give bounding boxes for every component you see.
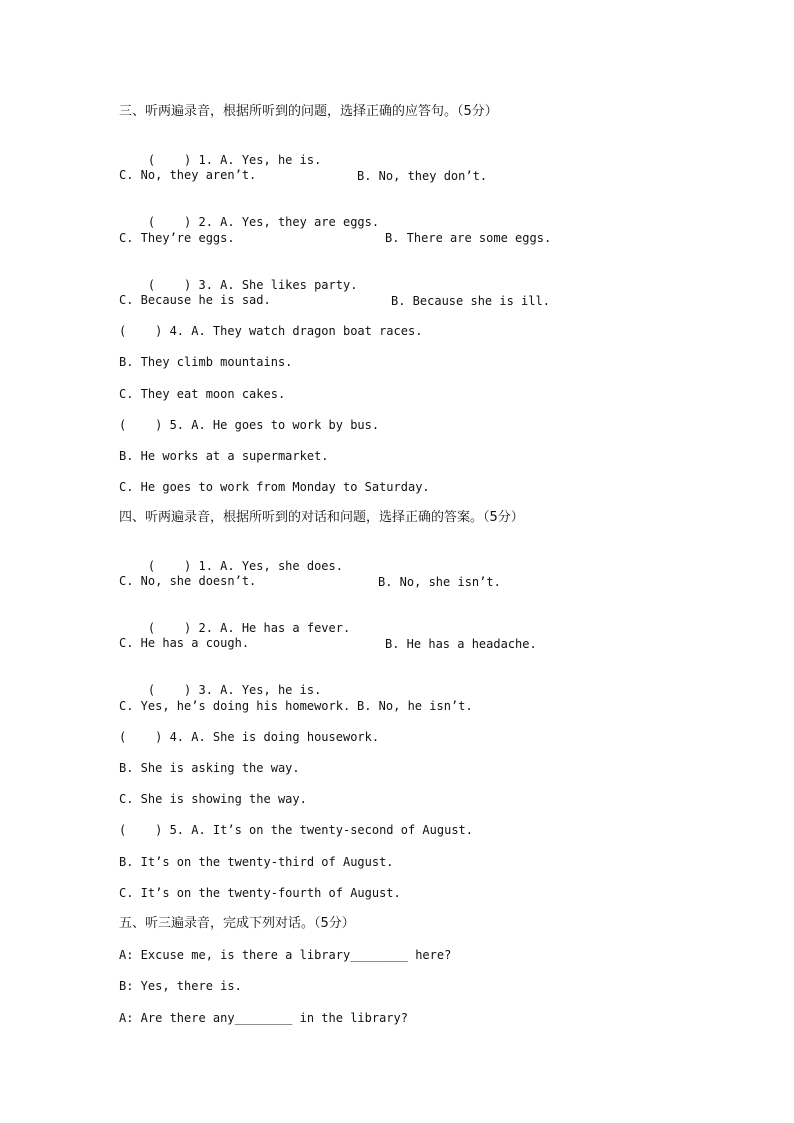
s3-q2-option-b: B. There are some eggs. bbox=[385, 231, 552, 245]
s4-q4-option-c: C. She is showing the way. bbox=[119, 792, 307, 806]
s4-q2-option-c: C. He has a cough. bbox=[119, 636, 250, 650]
s4-q1-option-c: C. No, she doesn’t. bbox=[119, 574, 257, 588]
s4-q1-option-b: B. No, she isn’t. bbox=[378, 575, 501, 589]
s4-q5-option-b: B. It’s on the twenty-third of August. bbox=[119, 855, 394, 869]
s3-q1-option-c: C. No, they aren’t. bbox=[119, 168, 257, 182]
s3-q1-option-b: B. No, they don’t. bbox=[357, 169, 488, 183]
s3-q2-prefix: ( ) 2. A. Yes, they are eggs. bbox=[147, 215, 380, 229]
dialogue-line-3: A: Are there any________ in the library? bbox=[119, 1011, 408, 1025]
s4-q1-prefix: ( ) 1. A. Yes, she does. bbox=[147, 559, 343, 573]
section-4-heading: 四、听两遍录音，根据所听到的对话和问题，选择正确的答案。（5分） bbox=[119, 510, 524, 525]
dialogue-line-1: A: Excuse me, is there a library________ here? bbox=[119, 948, 452, 962]
s3-q2-option-c: C. They’re eggs. bbox=[119, 231, 235, 245]
s3-q3-option-c: C. Because he is sad. bbox=[119, 293, 271, 307]
s3-q4-prefix: ( ) 4. A. They watch dragon boat races. bbox=[119, 324, 423, 338]
s3-q5-option-b: B. He works at a supermarket. bbox=[119, 449, 329, 463]
s4-q4-prefix: ( ) 4. A. She is doing housework. bbox=[119, 730, 380, 744]
s3-q5-option-c: C. He goes to work from Monday to Saturday. bbox=[119, 480, 430, 494]
s4-q2-option-b: B. He has a headache. bbox=[385, 637, 537, 651]
section-5-heading: 五、听三遍录音，完成下列对话。（5分） bbox=[119, 916, 355, 931]
s3-q4-option-b: B. They climb mountains. bbox=[119, 355, 293, 369]
dialogue-line-2: B: Yes, there is. bbox=[119, 979, 242, 993]
s3-q4-option-c: C. They eat moon cakes. bbox=[119, 387, 286, 401]
s4-q3-option-c: C. Yes, he’s doing his homework. bbox=[119, 699, 351, 713]
s3-q3-prefix: ( ) 3. A. She likes party. bbox=[147, 278, 358, 292]
s4-q5-option-c: C. It’s on the twenty-fourth of August. bbox=[119, 886, 401, 900]
s4-q2-prefix: ( ) 2. A. He has a fever. bbox=[147, 621, 351, 635]
s3-q3-option-b: B. Because she is ill. bbox=[391, 294, 550, 308]
s4-q5-prefix: ( ) 5. A. It’s on the twenty-second of August. bbox=[119, 823, 474, 837]
section-3-heading: 三、听两遍录音，根据所听到的问题，选择正确的应答句。（5分） bbox=[119, 104, 498, 119]
s3-q1-prefix: ( ) 1. A. Yes, he is. bbox=[147, 153, 322, 167]
s4-q3-prefix: ( ) 3. A. Yes, he is. bbox=[147, 683, 322, 697]
s3-q5-prefix: ( ) 5. A. He goes to work by bus. bbox=[119, 418, 380, 432]
s4-q3-option-b: B. No, he isn’t. bbox=[357, 699, 473, 713]
s4-q4-option-b: B. She is asking the way. bbox=[119, 761, 300, 775]
